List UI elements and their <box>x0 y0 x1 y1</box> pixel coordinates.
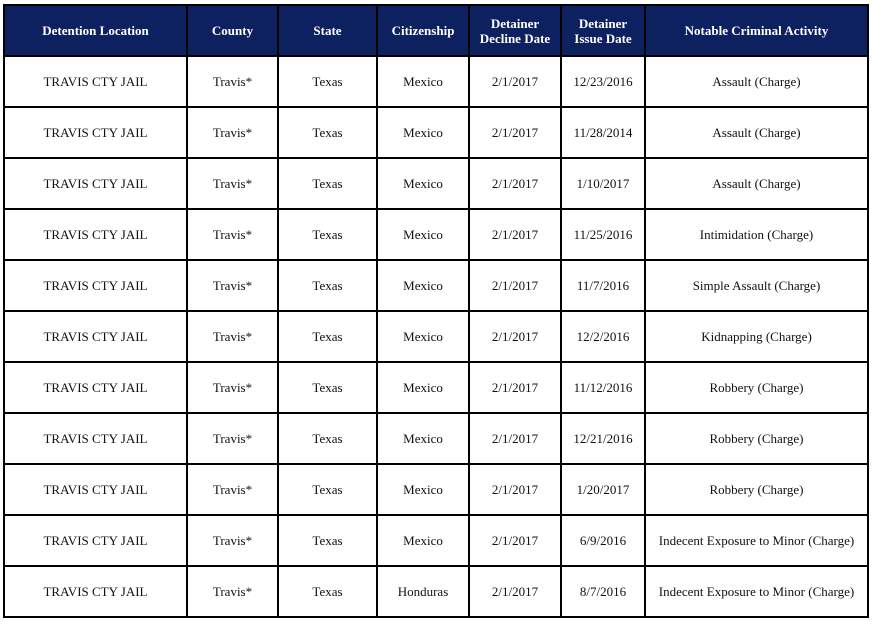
cell-state: Texas <box>278 362 377 413</box>
cell-issue-date: 1/10/2017 <box>561 158 645 209</box>
header-county: County <box>187 5 278 56</box>
table-row <box>4 515 868 566</box>
header-citizenship: Citizenship <box>377 5 469 56</box>
cell-county: Travis* <box>187 158 278 209</box>
table-row <box>4 56 868 107</box>
cell-citizenship: Mexico <box>377 107 469 158</box>
cell-county: Travis* <box>187 566 278 617</box>
cell-detention-location: TRAVIS CTY JAIL <box>4 311 187 362</box>
cell-county: Travis* <box>187 515 278 566</box>
cell-criminal-activity: Robbery (Charge) <box>645 413 868 464</box>
cell-citizenship: Mexico <box>377 56 469 107</box>
cell-county: Travis* <box>187 260 278 311</box>
cell-criminal-activity: Indecent Exposure to Minor (Charge) <box>645 566 868 617</box>
table-row <box>4 209 868 260</box>
cell-criminal-activity: Robbery (Charge) <box>645 362 868 413</box>
cell-criminal-activity: Robbery (Charge) <box>645 464 868 515</box>
cell-detention-location: TRAVIS CTY JAIL <box>4 56 187 107</box>
cell-state: Texas <box>278 56 377 107</box>
cell-criminal-activity: Kidnapping (Charge) <box>645 311 868 362</box>
cell-detention-location: TRAVIS CTY JAIL <box>4 362 187 413</box>
cell-county: Travis* <box>187 362 278 413</box>
cell-citizenship: Mexico <box>377 311 469 362</box>
header-detention-location: Detention Location <box>4 5 187 56</box>
cell-issue-date: 1/20/2017 <box>561 464 645 515</box>
detainer-table <box>3 4 869 618</box>
cell-state: Texas <box>278 515 377 566</box>
cell-citizenship: Mexico <box>377 515 469 566</box>
table-row <box>4 311 868 362</box>
cell-criminal-activity: Assault (Charge) <box>645 158 868 209</box>
cell-issue-date: 8/7/2016 <box>561 566 645 617</box>
cell-decline-date: 2/1/2017 <box>469 107 561 158</box>
cell-state: Texas <box>278 107 377 158</box>
cell-detention-location: TRAVIS CTY JAIL <box>4 566 187 617</box>
cell-decline-date: 2/1/2017 <box>469 464 561 515</box>
cell-county: Travis* <box>187 413 278 464</box>
cell-detention-location: TRAVIS CTY JAIL <box>4 413 187 464</box>
cell-issue-date: 6/9/2016 <box>561 515 645 566</box>
cell-decline-date: 2/1/2017 <box>469 260 561 311</box>
table-row <box>4 362 868 413</box>
cell-criminal-activity: Simple Assault (Charge) <box>645 260 868 311</box>
cell-state: Texas <box>278 464 377 515</box>
cell-citizenship: Mexico <box>377 260 469 311</box>
header-detainer-issue-date: Detainer Issue Date <box>561 5 645 56</box>
cell-issue-date: 12/2/2016 <box>561 311 645 362</box>
cell-citizenship: Mexico <box>377 158 469 209</box>
cell-decline-date: 2/1/2017 <box>469 209 561 260</box>
cell-criminal-activity: Assault (Charge) <box>645 56 868 107</box>
cell-criminal-activity: Intimidation (Charge) <box>645 209 868 260</box>
cell-state: Texas <box>278 260 377 311</box>
cell-issue-date: 11/7/2016 <box>561 260 645 311</box>
cell-issue-date: 11/25/2016 <box>561 209 645 260</box>
cell-detention-location: TRAVIS CTY JAIL <box>4 107 187 158</box>
cell-county: Travis* <box>187 56 278 107</box>
table-header <box>4 5 868 56</box>
table-row <box>4 107 868 158</box>
table-row <box>4 260 868 311</box>
header-row <box>4 5 868 56</box>
cell-detention-location: TRAVIS CTY JAIL <box>4 158 187 209</box>
cell-criminal-activity: Indecent Exposure to Minor (Charge) <box>645 515 868 566</box>
cell-state: Texas <box>278 209 377 260</box>
cell-citizenship: Mexico <box>377 464 469 515</box>
cell-state: Texas <box>278 311 377 362</box>
cell-state: Texas <box>278 158 377 209</box>
cell-state: Texas <box>278 566 377 617</box>
cell-issue-date: 12/23/2016 <box>561 56 645 107</box>
cell-decline-date: 2/1/2017 <box>469 56 561 107</box>
table-row <box>4 566 868 617</box>
cell-criminal-activity: Assault (Charge) <box>645 107 868 158</box>
cell-decline-date: 2/1/2017 <box>469 158 561 209</box>
cell-detention-location: TRAVIS CTY JAIL <box>4 464 187 515</box>
cell-decline-date: 2/1/2017 <box>469 311 561 362</box>
cell-county: Travis* <box>187 107 278 158</box>
table-body <box>4 56 868 617</box>
cell-decline-date: 2/1/2017 <box>469 515 561 566</box>
cell-detention-location: TRAVIS CTY JAIL <box>4 209 187 260</box>
header-state: State <box>278 5 377 56</box>
cell-decline-date: 2/1/2017 <box>469 362 561 413</box>
cell-decline-date: 2/1/2017 <box>469 566 561 617</box>
cell-citizenship: Mexico <box>377 362 469 413</box>
table-row <box>4 413 868 464</box>
cell-detention-location: TRAVIS CTY JAIL <box>4 515 187 566</box>
cell-decline-date: 2/1/2017 <box>469 413 561 464</box>
cell-issue-date: 11/12/2016 <box>561 362 645 413</box>
cell-county: Travis* <box>187 464 278 515</box>
cell-citizenship: Mexico <box>377 413 469 464</box>
table-row <box>4 464 868 515</box>
cell-detention-location: TRAVIS CTY JAIL <box>4 260 187 311</box>
cell-issue-date: 12/21/2016 <box>561 413 645 464</box>
cell-county: Travis* <box>187 209 278 260</box>
table-row <box>4 158 868 209</box>
cell-issue-date: 11/28/2014 <box>561 107 645 158</box>
cell-state: Texas <box>278 413 377 464</box>
header-detainer-decline-date: Detainer Decline Date <box>469 5 561 56</box>
cell-citizenship: Honduras <box>377 566 469 617</box>
header-notable-criminal-activity: Notable Criminal Activity <box>645 5 868 56</box>
cell-citizenship: Mexico <box>377 209 469 260</box>
cell-county: Travis* <box>187 311 278 362</box>
